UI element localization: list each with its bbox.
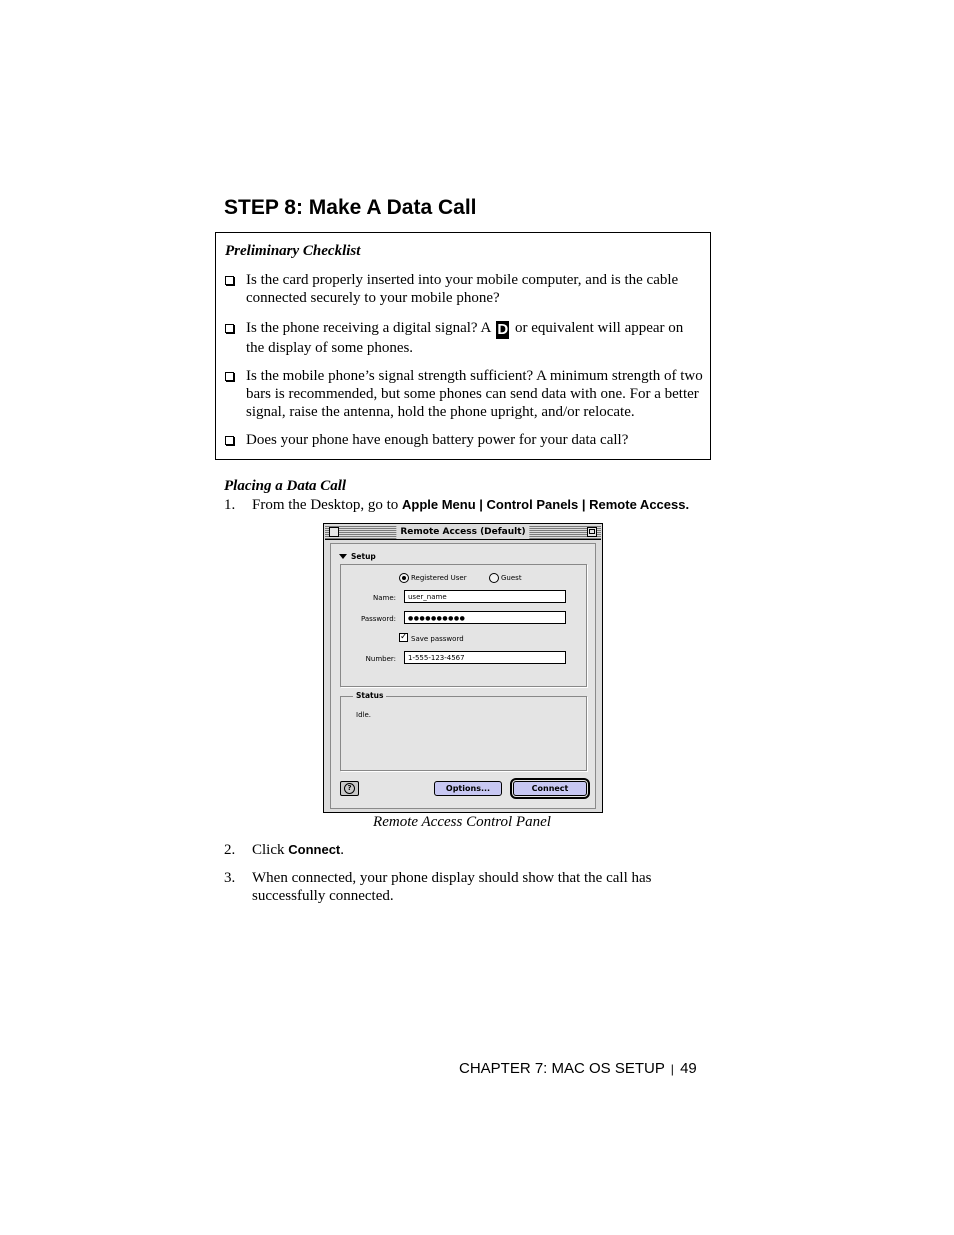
password-label: Password: xyxy=(360,615,396,623)
page-title: STEP 8: Make A Data Call xyxy=(224,196,477,219)
guest-radio[interactable] xyxy=(489,573,499,583)
window-title: Remote Access (Default) xyxy=(396,525,529,539)
chapter-label: CHAPTER 7: MAC OS SETUP xyxy=(459,1060,665,1077)
digital-signal-icon: D xyxy=(497,321,509,338)
step-number: 3. xyxy=(224,870,236,886)
page-number: 49 xyxy=(680,1060,697,1077)
step-2 xyxy=(224,841,704,859)
checkbox-icon xyxy=(225,276,234,285)
status-label: Status xyxy=(353,691,386,700)
options-button[interactable]: Options... xyxy=(434,781,502,796)
checkbox-icon xyxy=(225,372,234,381)
window-title-bar[interactable] xyxy=(325,525,601,540)
figure-caption: Remote Access Control Panel xyxy=(373,814,551,830)
menu-path: Apple Menu | Control Panels | Remote Access. xyxy=(402,497,690,512)
help-icon: ? xyxy=(344,783,355,794)
step-3 xyxy=(224,869,704,905)
step-text: Click xyxy=(252,842,289,858)
guest-label: Guest xyxy=(501,574,522,582)
password-input[interactable]: ●●●●●●●●●● xyxy=(404,611,566,624)
step-number: 1. xyxy=(224,497,236,513)
disclosure-triangle-icon[interactable] xyxy=(339,554,347,559)
checklist-item xyxy=(225,367,703,421)
step-1 xyxy=(224,496,704,514)
checklist-item xyxy=(225,271,703,307)
setup-group xyxy=(340,564,587,687)
status-value: Idle. xyxy=(356,711,371,719)
number-label: Number: xyxy=(365,655,396,663)
checklist-item xyxy=(225,431,703,449)
registered-user-label: Registered User xyxy=(411,574,467,582)
window-content xyxy=(330,543,596,809)
help-button[interactable] xyxy=(340,781,359,796)
footer-separator: | xyxy=(670,1062,674,1076)
zoom-box-icon[interactable] xyxy=(587,527,597,537)
checklist-item-text-after: or equivalent will appear on the display of some phones. xyxy=(246,320,684,356)
step-text: From the Desktop, go to xyxy=(252,497,402,513)
step-text-end: . xyxy=(340,842,344,858)
registered-user-radio[interactable] xyxy=(399,573,409,583)
step-number: 2. xyxy=(224,842,236,858)
name-label: Name: xyxy=(372,594,396,602)
checklist-title: Preliminary Checklist xyxy=(225,243,361,259)
close-box-icon[interactable] xyxy=(329,527,339,537)
setup-label: Setup xyxy=(351,552,376,561)
number-input[interactable]: 1-555-123-4567 xyxy=(404,651,566,664)
connect-reference: Connect xyxy=(288,842,341,857)
status-group xyxy=(340,691,587,771)
connect-button[interactable]: Connect xyxy=(513,781,587,796)
checklist-item-text xyxy=(246,319,703,357)
save-password-label: Save password xyxy=(411,635,464,643)
step-text: When connected, your phone display should show that the call has successfully connected. xyxy=(252,870,652,904)
page-footer xyxy=(459,1060,697,1077)
setup-disclosure[interactable] xyxy=(339,552,376,561)
save-password-checkbox[interactable]: ✓ xyxy=(400,632,408,642)
checkbox-icon xyxy=(225,436,234,445)
name-input[interactable]: user_name xyxy=(404,590,566,603)
placing-call-title: Placing a Data Call xyxy=(224,478,347,494)
remote-access-window xyxy=(323,523,603,813)
checklist-item-text: Is the mobile phone’s signal strength sufficient? A minimum strength of two bars is recommended, but some phones can send data with one. For a better signal, raise the antenna, hold the phone upright, and/or relocate. xyxy=(246,368,703,420)
checklist-item xyxy=(225,319,703,357)
preliminary-checklist-box xyxy=(215,232,711,460)
checklist-item-text: Is the card properly inserted into your mobile computer, and is the cable connected securely to your mobile phone? xyxy=(246,272,679,306)
checklist-item-text-before: Is the phone receiving a digital signal? A xyxy=(246,320,495,336)
checklist-item-text: Does your phone have enough battery power for your data call? xyxy=(246,432,629,448)
checkbox-icon xyxy=(225,324,234,333)
